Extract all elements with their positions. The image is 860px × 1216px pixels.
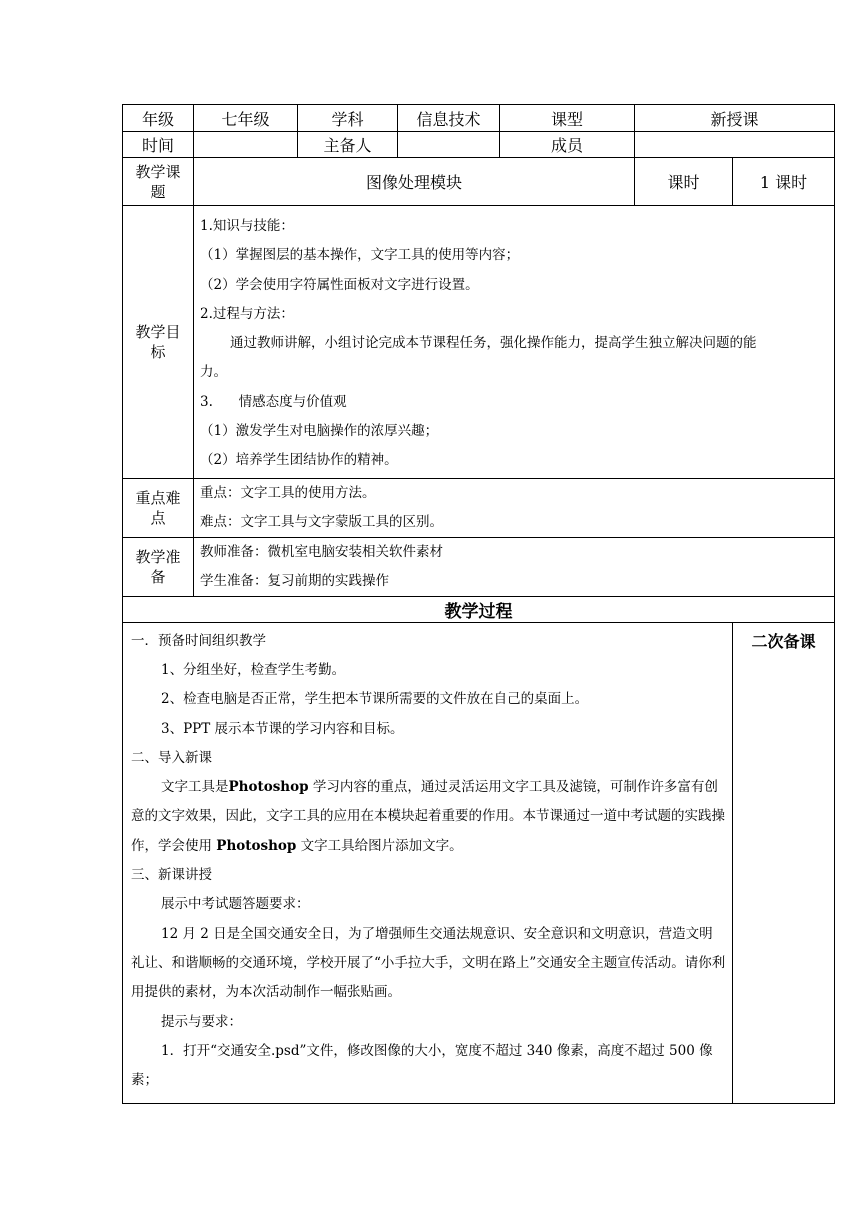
- keypoints-label-line1: 重点难: [135, 488, 181, 507]
- section-1-title: 一．预备时间组织教学: [131, 632, 266, 649]
- section-3-lead: 展示中考试题答题要求：: [161, 896, 310, 913]
- goals-content: [194, 206, 835, 479]
- goal-line: （1）激发学生对电脑操作的浓厚兴趣；: [200, 423, 439, 440]
- subject-value: 信息技术: [398, 105, 500, 132]
- goals-label-line2: 标: [150, 342, 166, 361]
- topic-label: [123, 158, 194, 206]
- members-value: [635, 132, 835, 158]
- section-2-text: 文字工具给图片添加文字。: [296, 837, 463, 854]
- goal-line: （2）学会使用字符属性面板对文字进行设置。: [200, 276, 479, 293]
- section-2-text: 文字工具是: [161, 779, 229, 796]
- header-row-2: [123, 132, 835, 158]
- topic-label-line2: 题: [150, 182, 166, 201]
- goal-line: （2）培养学生团结协作的精神。: [200, 452, 398, 469]
- prep-label: [123, 537, 194, 596]
- prep-label-line2: 备: [150, 567, 166, 586]
- process-body-row: [123, 622, 835, 1103]
- brand-name: Photoshop: [228, 779, 309, 796]
- lesson-type-label: 课型: [500, 105, 635, 132]
- goal-line: 力。: [200, 364, 227, 381]
- section-2-title: 二、导入新课: [131, 749, 212, 766]
- prep-line: 学生准备：复习前期的实践操作: [200, 572, 389, 589]
- section-1-item: 2、检查电脑是否正常，学生把本节课所需要的文件放在自己的桌面上。: [161, 691, 589, 708]
- prep-content: [194, 537, 835, 596]
- header-row-1: [123, 105, 835, 132]
- section-3-requirement: 1．打开“交通安全.psd”文件，修改图像的大小，宽度不超过 340 像素，高度不超过 500 像素；: [131, 1042, 713, 1089]
- prep-row: [123, 537, 835, 596]
- second-prep-column: 二次备课: [733, 622, 835, 1103]
- section-3-paragraph: 12 月 2 日是全国交通安全日，为了增强师生交通法规意识、安全意识和文明意识，营造文明礼让、和谐顺畅的交通环境，学校开展了“小手拉大手，文明在路上”交通安全主题宣传活动。请你利用提供的素材，为本次活动制作一幅张贴画。: [131, 925, 726, 1001]
- section-3-hint: 提示与要求：: [161, 1013, 242, 1030]
- process-title-row: [123, 596, 835, 622]
- time-value: [194, 132, 298, 158]
- lesson-type-value: 新授课: [635, 105, 835, 132]
- section-3-title: 三、新课讲授: [131, 867, 212, 884]
- goals-row: [123, 206, 835, 479]
- keypoints-content: [194, 478, 835, 537]
- prep-line: 教师准备：微机室电脑安装相关软件素材: [200, 543, 443, 560]
- members-label: 成员: [500, 132, 635, 158]
- section-1-item: 1、分组坐好，检查学生考勤。: [161, 661, 346, 678]
- keypoints-row: [123, 478, 835, 537]
- grade-value: 七年级: [194, 105, 298, 132]
- goals-label-line1: 教学目: [135, 322, 181, 341]
- keypoint-line: 难点：文字工具与文字蒙版工具的区别。: [200, 513, 443, 530]
- section-1-item: 3、PPT 展示本节课的学习内容和目标。: [161, 720, 404, 737]
- grade-label: 年级: [123, 105, 194, 132]
- time-label: 时间: [123, 132, 194, 158]
- topic-label-line1: 教学课: [135, 162, 181, 181]
- keypoints-label-line2: 点: [150, 508, 166, 527]
- hours-label: 课时: [635, 158, 733, 206]
- subject-label: 学科: [298, 105, 398, 132]
- keypoint-line: 重点：文字工具的使用方法。: [200, 484, 376, 501]
- goal-line: 3. 情感态度与价值观: [200, 393, 347, 410]
- process-content: [123, 622, 733, 1103]
- prep-label-line1: 教学准: [135, 547, 181, 566]
- keypoints-label: [123, 478, 194, 537]
- preparer-value: [398, 132, 500, 158]
- section-2-paragraph: [131, 773, 726, 861]
- brand-name: Photoshop: [216, 837, 297, 854]
- topic-value: 图像处理模块: [194, 158, 635, 206]
- goal-line: 1.知识与技能：: [200, 218, 294, 234]
- goal-line: 2.过程与方法：: [200, 305, 294, 322]
- hours-value: 1 课时: [733, 158, 835, 206]
- topic-row: [123, 158, 835, 206]
- lesson-plan-table: [122, 104, 835, 1104]
- goals-label: [123, 206, 194, 479]
- process-title: 教学过程: [123, 596, 835, 622]
- lesson-plan: [122, 104, 834, 1104]
- preparer-label: 主备人: [298, 132, 398, 158]
- goal-line: （1）掌握图层的基本操作，文字工具的使用等内容；: [200, 247, 520, 264]
- section-2-text: 学习内容的重点，通过灵活运用文字工具及滤镜，可制作许多富有创意的文字效果，因此，文字工具的应用在本模块起着重要的作用。本节课通过一道中考试题的实践操作，学会使用: [131, 779, 725, 854]
- goal-line: 通过教师讲解，小组讨论完成本节课程任务，强化操作能力，提高学生独立解决问题的能: [230, 335, 757, 352]
